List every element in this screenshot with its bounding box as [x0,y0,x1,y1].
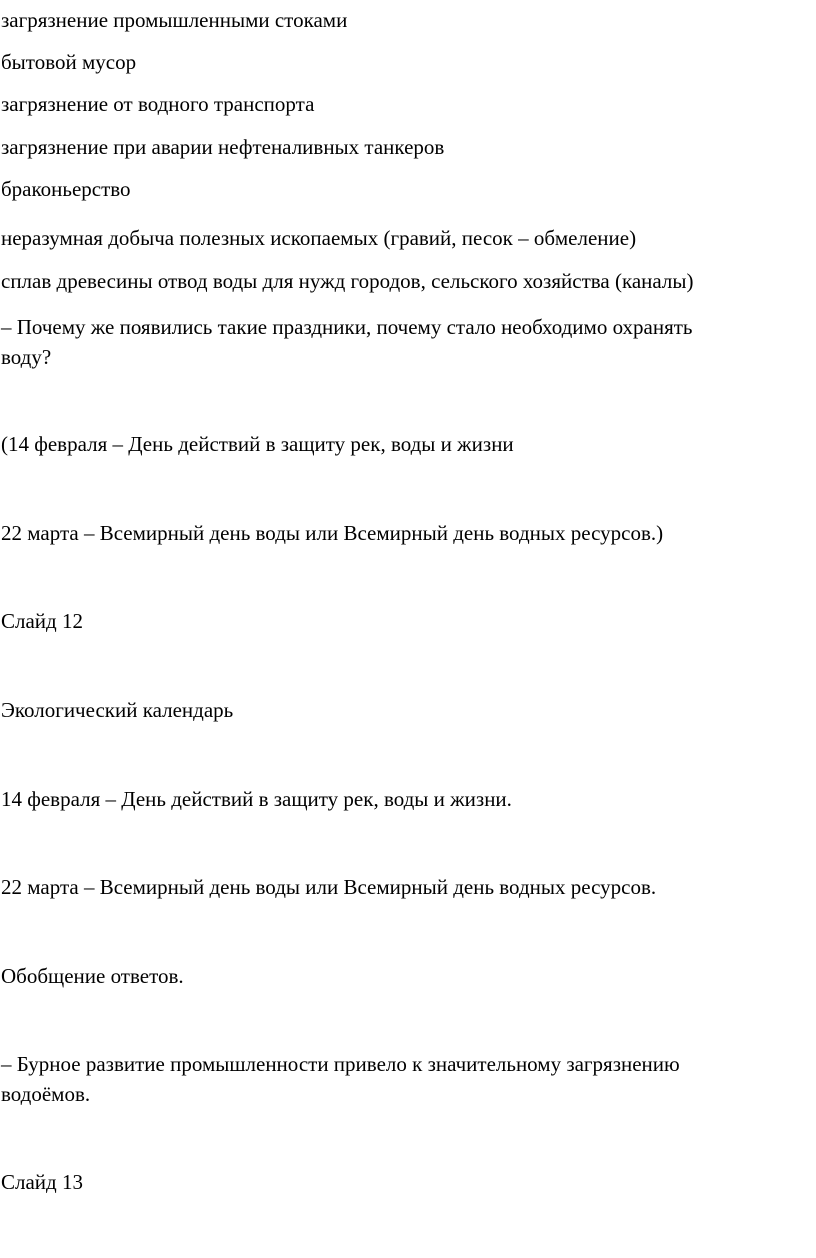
slide-12-title: Экологический календарь [1,698,234,722]
list-item: загрязнение промышленными стоками [1,8,348,32]
list-item: неразумная добыча полезных ископаемых (гравий, песок – обмеление) [1,226,637,250]
summary-heading: Обобщение ответов. [1,964,184,988]
answer-date-feb14: (14 февраля – День действий в защиту рек, воды и жизни [1,432,514,456]
slide-12-feb14: 14 февраля – День действий в защиту рек, воды и жизни. [1,787,512,811]
question-line-1: – Почему же появились такие праздники, почему стало необходимо охранять [1,315,693,339]
list-item: загрязнение при аварии нефтеналивных танкеров [1,135,445,159]
answer-date-mar22: 22 марта – Всемирный день воды или Всемирный день водных ресурсов.) [1,521,664,545]
slide-13-label: Слайд 13 [1,1170,83,1194]
summary-line-2: водоёмов. [1,1082,91,1106]
list-item: сплав древесины отвод воды для нужд городов, сельского хозяйства (каналы) [1,269,694,293]
summary-line-1: – Бурное развитие промышленности привело к значительному загрязнению [1,1052,680,1076]
question-line-2: воду? [1,345,52,369]
list-item: браконьерство [1,177,131,201]
list-item: загрязнение от водного транспорта [1,92,315,116]
slide-12-mar22: 22 марта – Всемирный день воды или Всемирный день водных ресурсов. [1,875,657,899]
slide-12-label: Слайд 12 [1,609,83,633]
list-item: бытовой мусор [1,50,137,74]
